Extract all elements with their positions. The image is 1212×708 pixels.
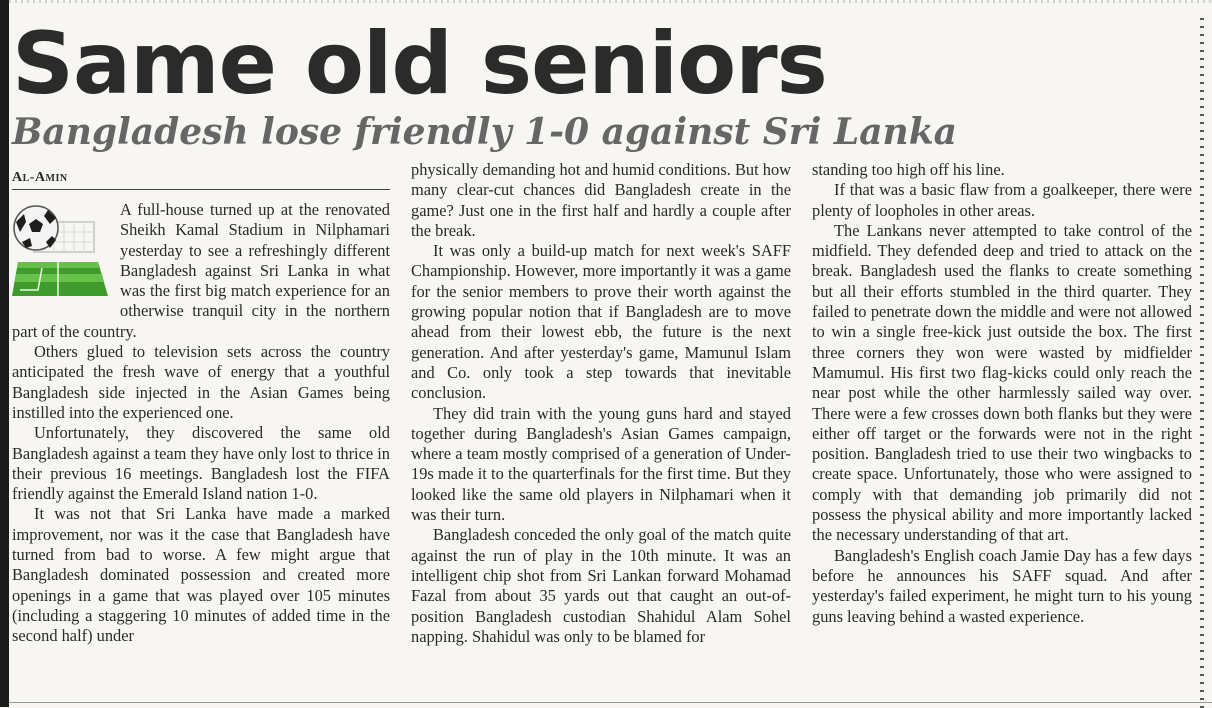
- left-margin-bar: [0, 0, 9, 707]
- paragraph: physically demanding hot and humid conditions. But how many clear-cut chances did Bangladesh create in the game? Just one in the first half and hardly a couple after the break.: [411, 160, 791, 240]
- headline: Same old seniors: [12, 14, 827, 114]
- article-column-1: [12, 200, 390, 647]
- article-column-3: [812, 160, 1192, 627]
- paragraph: standing too high off his line.: [812, 160, 1005, 179]
- top-border: [9, 0, 1212, 3]
- article-column-2: [411, 160, 791, 647]
- paragraph: Bangladesh's English coach Jamie Day has a few days before he announces his SAFF squad. And after yesterday's failed experiment, he might turn to his young guns leaving behind a wasted experience.: [812, 545, 1192, 626]
- paragraph: The Lankans never attempted to take control of the midfield. They defended deep and tried to attack on the break. Bangladesh used the flanks to create something but all their efforts stumbled in the third quarter. They failed to penetrate down the middle and were not allowed to win a single free-kick just outside the box. The first three corners they won were wasted by midfielder Mamumul. His first two flag-kicks could only reach the near post while the other harmlessly sailed way over. There were a few crosses down both flanks but they were either off target or the forwards were not in the right position. Bangladesh tried to use their two wingbacks to create space. Unfortunately, those who were assigned to comply with that demanding job primarily did not possess the physical ability and more importantly lacked the necessary understanding of that art.: [812, 220, 1192, 545]
- paragraph: It was not that Sri Lanka have made a marked improvement, nor was it the case that Bangladesh have turned from bad to worse. A few might argue that Bangladesh dominated possession and created more openings in a game that was played over 105 minutes (including a staggering 10 minutes of added time in the second half) under: [12, 504, 390, 646]
- dotted-cut-line: [1200, 18, 1204, 708]
- byline: [12, 168, 390, 190]
- byline-author: Al-Amin: [12, 170, 68, 185]
- paragraph: If that was a basic flaw from a goalkeeper, there were plenty of loopholes in other areas.: [812, 180, 1192, 220]
- paragraph: Unfortunately, they discovered the same old Bangladesh against a team they have only lost to thrice in their previous 16 meetings. Bangladesh lost the FIFA friendly against the Emerald Island nation 1-0.: [12, 423, 390, 504]
- paragraph: Bangladesh conceded the only goal of the match quite against the run of play in the 10th minute. It was an intelligent chip shot from Sri Lankan forward Mohamad Fazal from about 35 yards out that caught an out-of-position Bangladesh custodian Shahidul Alam Sohel napping. Shahidul was only to be blamed for: [411, 525, 791, 646]
- subheadline: Bangladesh lose friendly 1-0 against Sri Lanka: [12, 111, 957, 153]
- paragraph: Others glued to television sets across the country anticipated the fresh wave of energy that a youthful Bangladesh side injected in the Asian Games being instilled into the experienced one.: [12, 342, 390, 422]
- football-field-icon: [12, 202, 112, 302]
- paragraph: They did train with the young guns hard and stayed together during Bangladesh's Asian Games campaign, where a team mostly comprised of a generation of Under-19s made it to the quarterfinals for the first time. But they looked like the same old players in Nilphamari when it was their turn.: [411, 403, 791, 525]
- paragraph: It was only a build-up match for next week's SAFF Championship. However, more importantly it was a game for the senior members to prove their worth against the growing popular notion that if Bangladesh are to move ahead from their lowest ebb, the future is the next generation. And after yesterday's game, Mamunul Islam and Co. only took a step towards that inevitable conclusion.: [411, 241, 791, 403]
- bottom-rule: [9, 702, 1212, 703]
- paragraph: A full-house turned up at the renovated Sheikh Kamal Stadium in Nilphamari yesterday to see a refreshingly different Bangladesh against Sri Lanka in what was the first big match experience for an otherwise tranquil city in the northern part of the country.: [12, 200, 390, 341]
